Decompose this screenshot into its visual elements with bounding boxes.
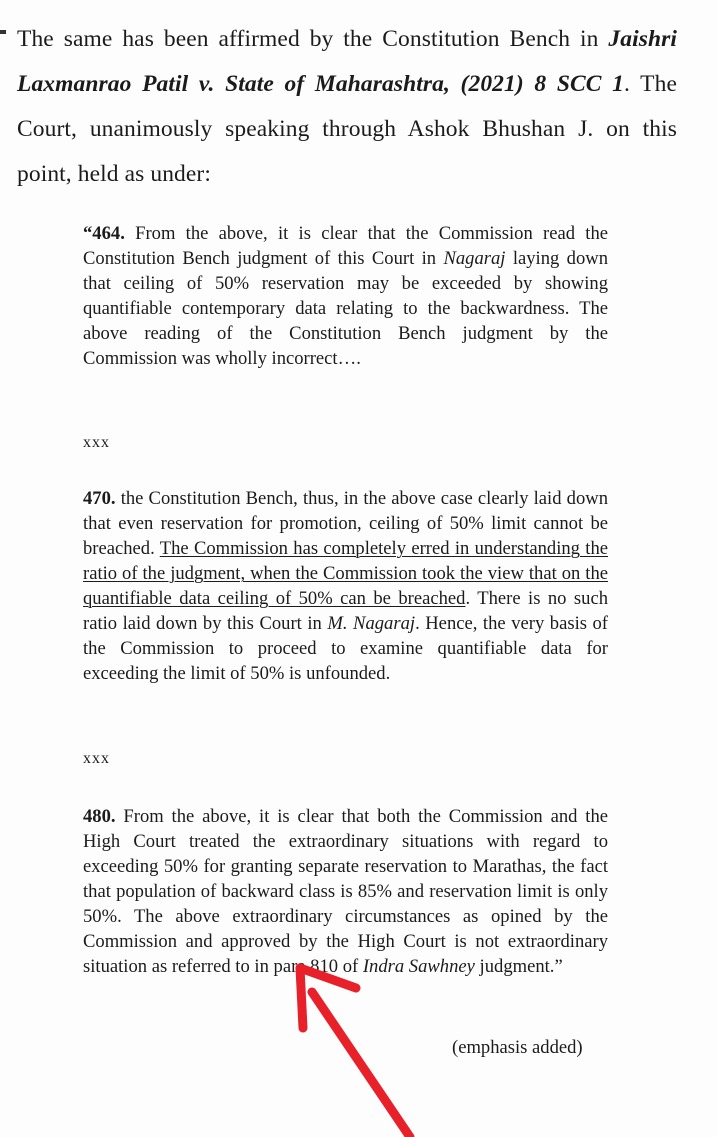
quote-para-470 — [83, 486, 608, 686]
para-480-text-2: judgment.” — [474, 956, 563, 977]
para-470-text-2: . There is no such ratio laid down by this Court in — [83, 588, 608, 634]
intro-text-before-case: The same has been affirmed by the Constitution Bench in — [17, 26, 609, 52]
para-480-number: 480. — [83, 806, 116, 827]
arrow-shaft — [312, 992, 410, 1137]
intro-case-citation: Jaishri Laxmanrao Patil v. State of Maharashtra, (2021) 8 SCC 1 — [17, 26, 677, 97]
para-464-case-name: Nagaraj — [443, 248, 506, 269]
para-464-number: “464. — [83, 223, 125, 244]
para-464-text-1: From the above, it is clear that the Commission read the Constitution Bench judgment of this Court in — [83, 223, 608, 269]
para-470-text-1: the Constitution Bench, thus, in the above case clearly laid down that even reservation for promotion, ceiling of 50% limit cannot be breached. — [83, 488, 608, 559]
para-470-number: 470. — [83, 488, 116, 509]
intro-paragraph — [17, 17, 677, 197]
para-470-text-3: . Hence, the very basis of the Commission to proceed to examine quantifiable data for exceeding the limit of 50% is unfounded. — [83, 613, 609, 684]
quote-para-480 — [83, 804, 608, 979]
emphasis-added-note: (emphasis added) — [452, 1037, 583, 1058]
separator-xxx-2: xxx — [83, 750, 110, 767]
previous-line-fragment — [0, 30, 6, 34]
quote-para-464 — [83, 221, 608, 371]
para-480-case-name: Indra Sawhney — [362, 956, 475, 977]
para-470-emphasized-text: The Commission has completely erred in understanding the ratio of the judgment, when the Commission took the view that on the quantifiable data ceiling of 50% can be breached — [83, 538, 608, 609]
intro-text-after-case: . The Court, unanimously speaking through Ashok Bhushan J. on this point, held as under: — [17, 71, 677, 187]
para-480-text-1: From the above, it is clear that both the Commission and the High Court treated the extraordinary situations with regard to exceeding 50% for granting separate reservation to Marathas, the fact that population of backward class is 85% and reservation limit is only 50%. The above extraordinary circumstances as opined by the Commission and approved by the High Court is not extraordinary situation as referred to in para 810 of — [83, 806, 608, 977]
para-464-text-2: laying down that ceiling of 50% reservation may be exceeded by showing quantifiable contemporary data relating to the backwardness. The above reading of the Constitution Bench judgment by the Commission was wholly incorrect…. — [83, 248, 608, 369]
separator-xxx-1: xxx — [83, 434, 110, 451]
para-470-case-name: M. Nagaraj — [327, 613, 416, 634]
